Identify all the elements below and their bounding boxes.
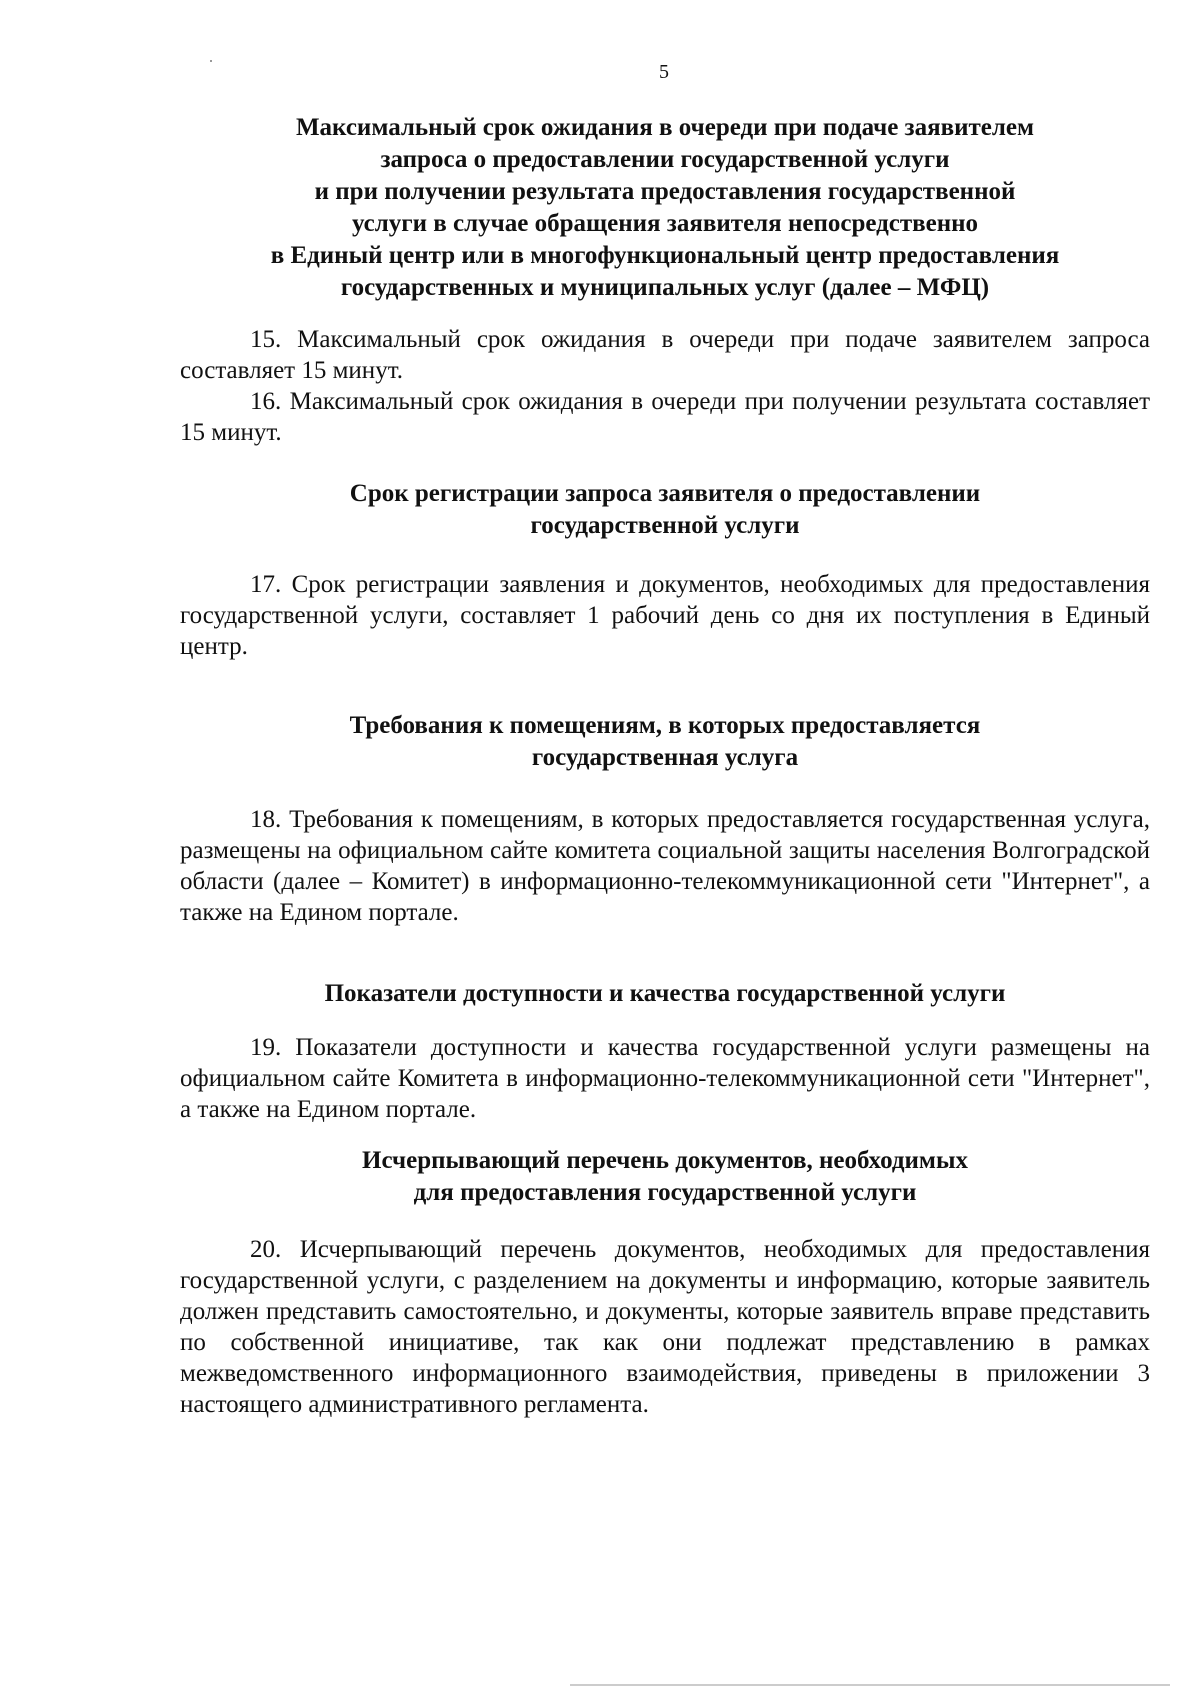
paragraph-15: 15. Максимальный срок ожидания в очереди при подаче заявителем запроса составляет 15 минут. — [180, 326, 1150, 384]
heading-line: в Единый центр или в многофункциональный центр предоставления — [270, 242, 1060, 269]
heading-line: Показатели доступности и качества государственной услуги — [324, 980, 1006, 1007]
heading-line: для предоставления государственной услуги — [413, 1179, 917, 1206]
heading-line: и при получении результата предоставления государственной — [314, 178, 1016, 205]
heading-line: государственной услуги — [530, 512, 800, 539]
section-heading-premises-requirements — [180, 710, 1150, 774]
paragraph-18: 18. Требования к помещениям, в которых предоставляется государственная услуга, размещены на официальном сайте комитета социальной защиты населения Волгоградской области (далее – Комитет) в информационно-телекоммуникационной сети "Интернет", а также на Едином портале. — [180, 806, 1150, 926]
heading-line: Исчерпывающий перечень документов, необходимых — [362, 1147, 968, 1174]
heading-line: услуги в случае обращения заявителя непосредственно — [351, 210, 979, 237]
page-number: 5 — [659, 61, 669, 83]
paragraph-19: 19. Показатели доступности и качества государственной услуги размещены на официальном сайте Комитета в информационно-телекоммуникационной сети "Интернет", а также на Едином портале. — [180, 1034, 1150, 1123]
paragraph-17: 17. Срок регистрации заявления и документов, необходимых для предоставления государственной услуги, составляет 1 рабочий день со дня их поступления в Единый центр. — [180, 571, 1150, 660]
section-heading-queue-time — [180, 112, 1150, 304]
paragraph-20: 20. Исчерпывающий перечень документов, необходимых для предоставления государственной услуги, с разделением на документы и информацию, которые заявитель должен представить самостоятельно, и документы, которые заявитель вправе представить по собственной инициативе, так как они подлежат представлению в рамках межведомственного информационного взаимодействия, приведены в приложении 3 настоящего административного регламента. — [180, 1236, 1150, 1418]
heading-line: государственных и муниципальных услуг (далее – МФЦ) — [340, 274, 990, 301]
paragraph-16: 16. Максимальный срок ожидания в очереди при получении результата составляет 15 минут. — [180, 388, 1150, 446]
heading-line: Требования к помещениям, в которых предоставляется — [349, 712, 981, 739]
scan-edge-line — [570, 1684, 1170, 1686]
heading-line: Максимальный срок ожидания в очереди при подаче заявителем — [295, 114, 1035, 141]
document-body — [180, 112, 1150, 1420]
heading-line: Срок регистрации запроса заявителя о предоставлении — [349, 480, 981, 507]
section-heading-registration-time — [180, 478, 1150, 542]
heading-line: государственная услуга — [531, 744, 799, 771]
section-heading-document-list — [180, 1145, 1150, 1209]
heading-line: запроса о предоставлении государственной услуги — [380, 146, 950, 173]
section-heading-accessibility-indicators — [180, 978, 1150, 1010]
